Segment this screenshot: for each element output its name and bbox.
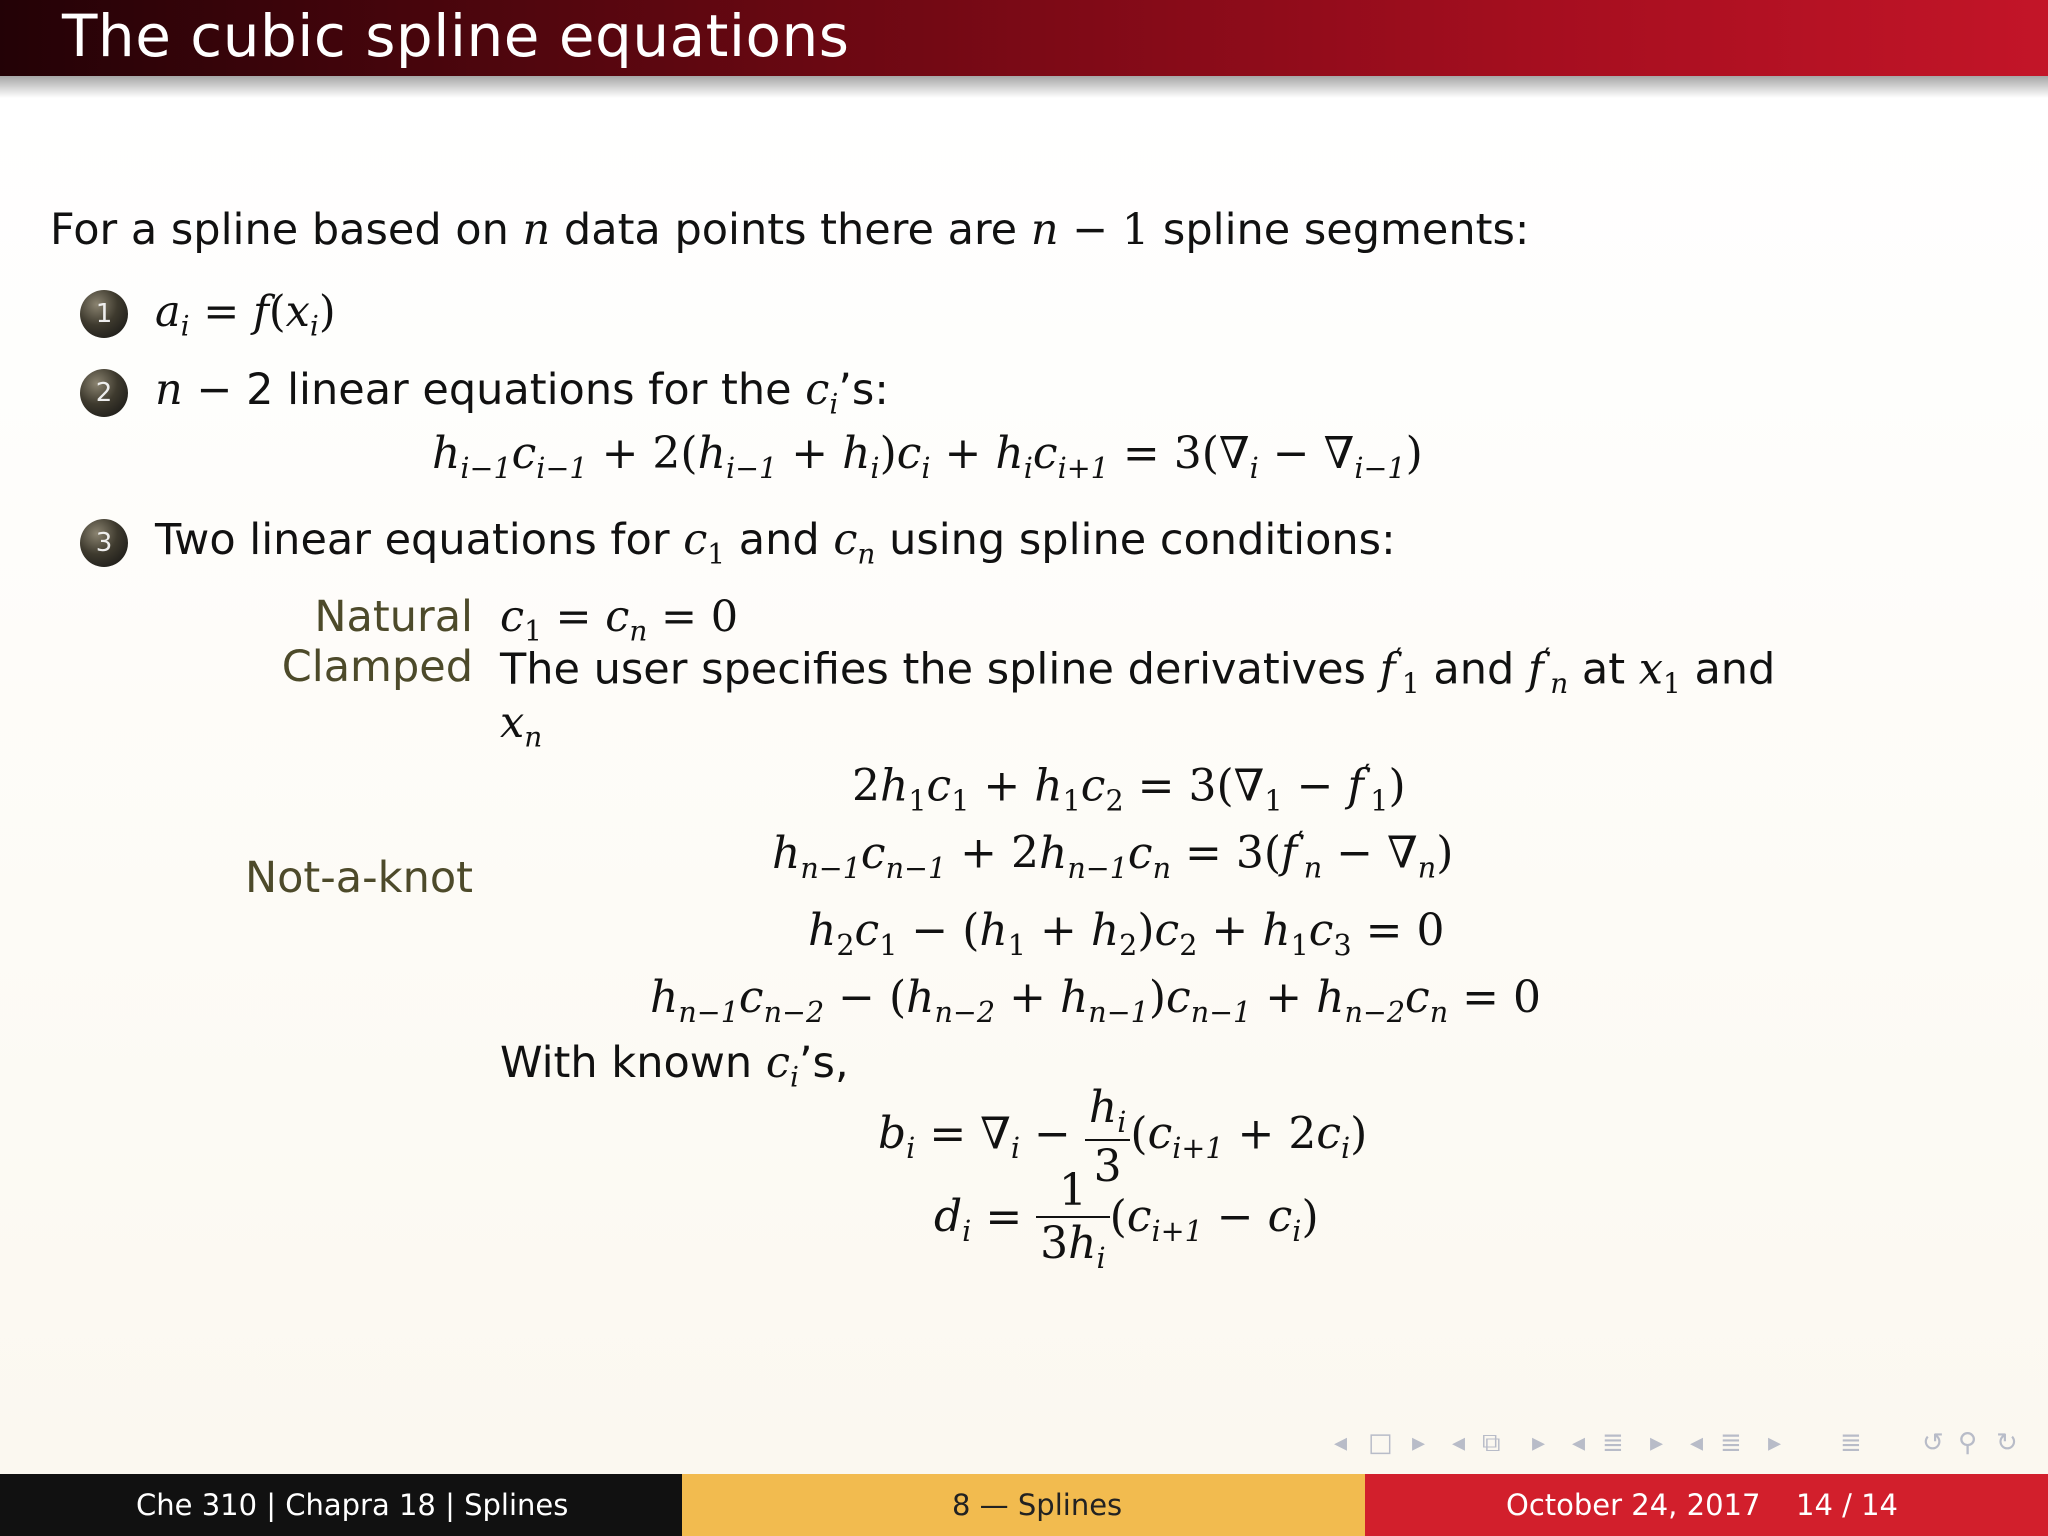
item-1-formula: $a_i = f(x_i)$ [155, 287, 336, 343]
nav-section-icon[interactable]: ≣ [1602, 1428, 1624, 1458]
footer-course: Che 310 | Chapra 18 | Splines [136, 1488, 569, 1522]
nav-outline-icon[interactable]: ≣ [1840, 1428, 1862, 1458]
nav-frame-icon[interactable]: □ [1368, 1428, 1393, 1458]
nav-section-prev-icon[interactable]: ◂ [1572, 1428, 1586, 1458]
clamped-description-xn: $x_n$ [500, 698, 543, 754]
intro-line: For a spline based on n data points there are n − 1 spline segments: [50, 205, 1530, 255]
d-equation: $d_i$ = $\frac{1}{3h_i}$ $(c_{i+1} - c_i)$ [934, 1165, 1319, 1275]
footer-section: 8 — Splines [952, 1488, 1123, 1522]
enum-bullet-2: 2 [80, 369, 128, 417]
notaknot-equation-1: $h_2c_1 - (h_1 + h_2)c_2 + h_1c_3 = 0$ [808, 905, 1445, 962]
nav-subsection-icon[interactable]: ⧉ [1482, 1428, 1501, 1458]
footer-right [1365, 1474, 2048, 1536]
nav-back-icon[interactable]: ↺ [1922, 1428, 1944, 1458]
notaknot-equation-2: $h_{n-1}c_{n-2} - (h_{n-2} + h_{n-1})c_{n-1} + h_{n-2}c_n = 0$ [650, 972, 1541, 1029]
nav-toc-icon[interactable]: ≣ [1720, 1428, 1742, 1458]
footer-center [682, 1474, 1365, 1536]
natural-formula: $c_1 = c_n = 0$ [500, 592, 739, 648]
title-shadow [0, 76, 2048, 98]
nav-frame-prev-icon[interactable]: ◂ [1334, 1428, 1348, 1458]
nav-section-next-icon[interactable]: ▸ [1650, 1428, 1664, 1458]
b-equation: $b_i = \nabla_i$ − $\frac{h_i}{3}$ $(c_{i+1} + 2c_i)$ [878, 1082, 1368, 1192]
clamped-equation-1: $2h_1c_1 + h_1c_2 = 3(\nabla_1 - f'_1)$ [852, 758, 1406, 818]
nav-forward-icon[interactable]: ↻ [1996, 1428, 2018, 1458]
enum-bullet-3: 3 [80, 519, 128, 567]
tridiagonal-equation: $h_{i-1}c_{i-1} + 2(h_{i-1} + h_i)c_i + h_ic_{i+1} = 3(\nabla_i - \nabla_{i-1})$ [432, 428, 1423, 485]
enum-bullet-1: 1 [80, 290, 128, 338]
known-ci-text: With known $c_i’s$, [500, 1038, 849, 1094]
notaknot-label: Not-a-knot [244, 853, 473, 903]
nav-toc-next-icon[interactable]: ▸ [1768, 1428, 1782, 1458]
clamped-description: The user specifies the spline derivatives $f'_1$ and $f'_n$ at $x_1$ and [500, 642, 1776, 700]
natural-label: Natural [314, 592, 473, 642]
nav-subsection-next-icon[interactable]: ▸ [1532, 1428, 1546, 1458]
nav-frame-next-icon[interactable]: ▸ [1412, 1428, 1426, 1458]
clamped-equation-2: $h_{n-1}c_{n-1} + 2h_{n-1}c_n = 3(f'_n - \nabla_n)$ [772, 825, 1454, 885]
footer-page-number: 14 / 14 [1796, 1488, 1899, 1522]
page-title: The cubic spline equations [62, 2, 850, 70]
footer-left [0, 1474, 682, 1536]
nav-search-icon[interactable]: ⚲ [1958, 1428, 1978, 1458]
clamped-label: Clamped [281, 642, 473, 692]
nav-toc-prev-icon[interactable]: ◂ [1690, 1428, 1704, 1458]
item-2-text: n − 2 linear equations for the $c_i’s$: [155, 365, 889, 421]
nav-subsection-prev-icon[interactable]: ◂ [1452, 1428, 1466, 1458]
footer-date: October 24, 2017 [1506, 1488, 1761, 1522]
footer [0, 1474, 2048, 1536]
item-3-text: Two linear equations for $c_1$ and $c_n$ using spline conditions: [155, 515, 1396, 571]
